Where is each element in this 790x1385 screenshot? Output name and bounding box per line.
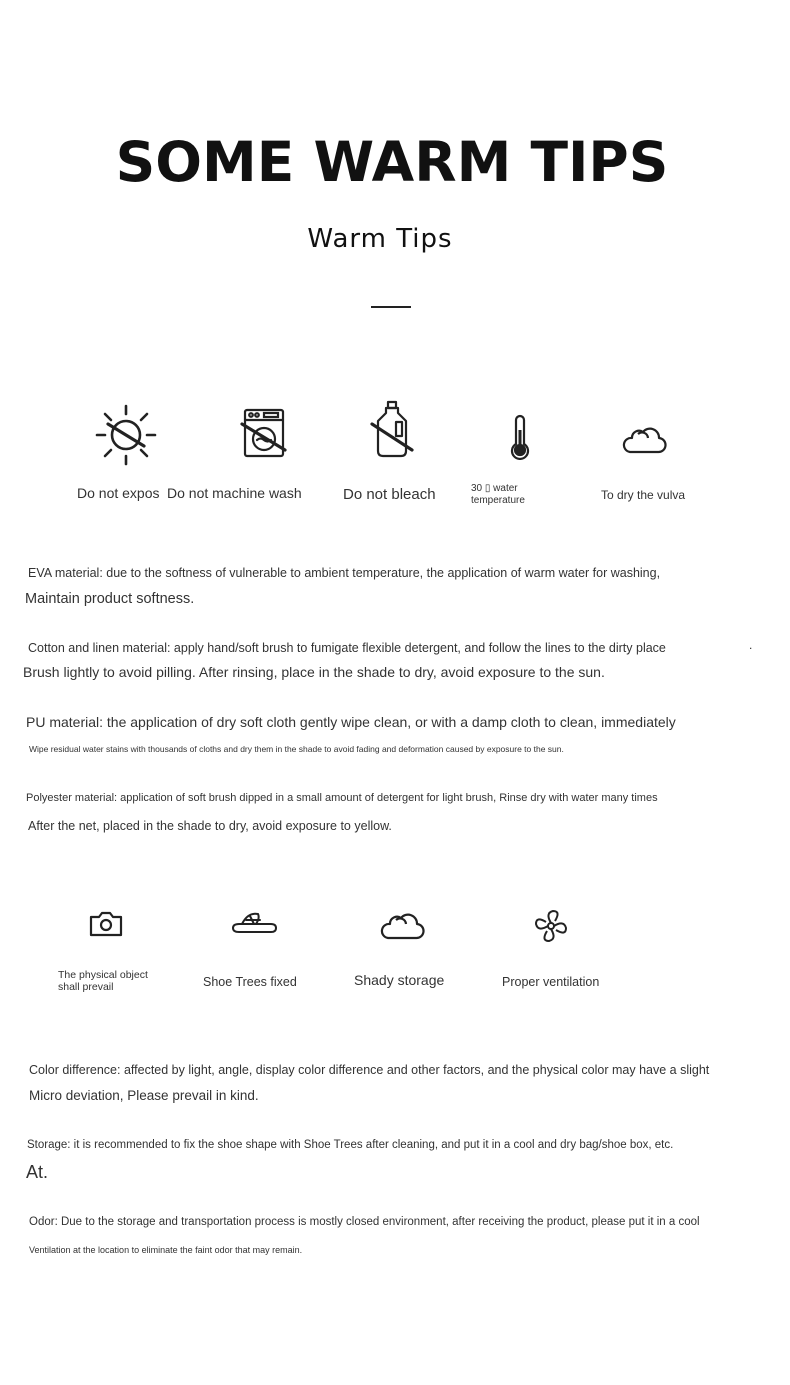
notice-text-color-line2: Micro deviation, Please prevail in kind. [29,1088,259,1103]
notice-label-physical-object [58,969,148,993]
no-bleach-icon [368,400,416,460]
notice-text-storage-line2: At. [26,1162,49,1182]
title-divider [371,306,411,308]
care-text-eva-line1: EVA material: due to the softness of vulnerable to ambient temperature, the application of warm water for washing, [28,566,661,580]
care-text-cotton-line2: Brush lightly to avoid pilling. After rinsing, place in the shade to dry, avoid exposure to the sun. [23,664,605,680]
camera-icon [88,910,124,938]
page-title: SOME WARM TIPS [115,130,669,194]
care-text-eva-line2: Maintain product softness. [25,591,195,607]
notice-label-physical-object-line2: shall prevail [58,981,114,993]
notice-text-odor-line2: Ventilation at the location to eliminate the faint odor that may remain. [29,1245,303,1255]
slipper-icon [230,910,278,938]
stray-mark: . [749,638,753,652]
cloud-icon [378,908,426,942]
care-label-water-temp [471,483,525,507]
page-subtitle: Warm Tips [307,224,453,254]
care-label-no-machine-wash: Do not machine wash [167,485,302,501]
care-text-pu-line1: PU material: the application of dry soft cloth gently wipe clean, or with a damp cloth to clean, immediately [26,714,676,730]
care-text-cotton-line1: Cotton and linen material: apply hand/soft brush to fumigate flexible detergent, and follow the lines to the dirty place [28,641,666,655]
care-label-no-sun: Do not expos [77,485,160,501]
no-sun-icon [94,402,158,468]
notice-text-color-line1: Color difference: affected by light, angle, display color difference and other factors, and the physical color may have a slight [29,1063,710,1077]
care-label-water-temp-line1: 30 ▯ water [471,483,518,494]
notice-label-shady-storage: Shady storage [354,972,445,988]
cloud-icon [620,422,668,456]
notice-text-storage-line1: Storage: it is recommended to fix the shoe shape with Shoe Trees after cleaning, and put it in a cool and dry bag/shoe box, etc. [27,1139,674,1151]
care-label-water-temp-line2: temperature [471,495,525,506]
care-text-polyester-line2: After the net, placed in the shade to dry, avoid exposure to yellow. [28,819,392,833]
fan-icon [533,908,569,944]
care-label-no-bleach: Do not bleach [343,486,436,503]
notice-label-shoe-trees: Shoe Trees fixed [203,975,297,989]
care-label-dry: To dry the vulva [601,488,686,502]
thermometer-icon [508,414,532,460]
no-machine-wash-icon [239,407,289,459]
notice-label-ventilation: Proper ventilation [502,975,600,989]
care-text-pu-line2: Wipe residual water stains with thousands of cloths and dry them in the shade to avoid fading and deformation caused by exposure to the sun. [29,744,564,754]
notice-text-odor-line1: Odor: Due to the storage and transportation process is mostly closed environment, after receiving the product, please put it in a cool [29,1216,700,1228]
notice-label-physical-object-line1: The physical object [58,969,148,981]
care-text-polyester-line1: Polyester material: application of soft brush dipped in a small amount of detergent for light brush, Rinse dry with water many times [26,792,658,804]
